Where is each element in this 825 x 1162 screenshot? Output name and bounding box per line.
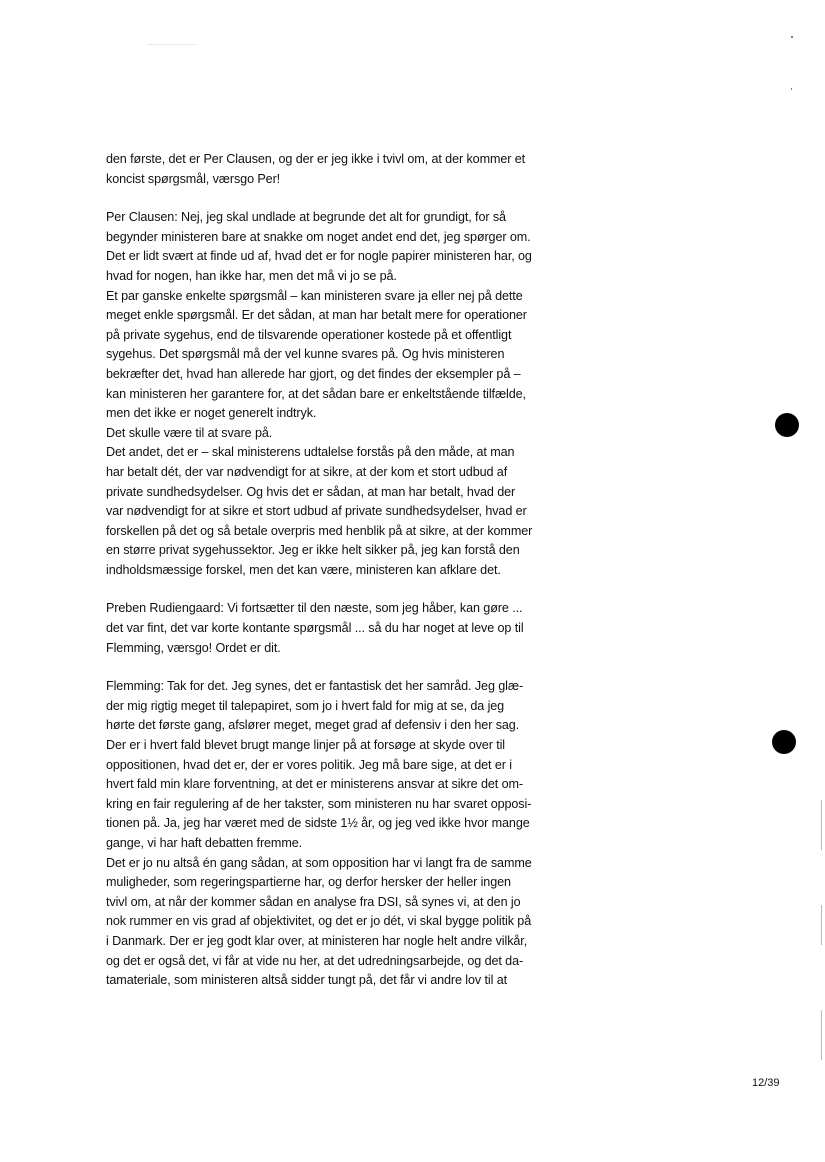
text-line: var nødvendigt for at sikre et stort udbud af private sundhedsydelser, hvad er xyxy=(106,504,527,519)
text-line: Det skulle være til at svare på. xyxy=(106,425,273,440)
scan-speck-top xyxy=(791,36,793,38)
text-line: muligheder, som regeringspartierne har, og derfor hersker der heller ingen xyxy=(106,875,511,890)
scan-edge-mark xyxy=(821,905,822,945)
text-line: meget enkle spørgsmål. Er det sådan, at man har betalt mere for operationer xyxy=(106,308,527,323)
text-line: en større privat sygehussektor. Jeg er ikke helt sikker på, jeg kan forstå den xyxy=(106,543,520,558)
text-line: kring en fair regulering af de her takster, som ministeren nu har svaret opposi- xyxy=(106,796,532,811)
paragraph-gap xyxy=(106,189,596,208)
text-line: kan ministeren her garantere for, at det sådan bare er enkeltstående tilfælde, xyxy=(106,386,526,401)
binder-hole-upper xyxy=(775,413,799,437)
text-line: i Danmark. Der er jeg godt klar over, at ministeren har nogle helt andre vilkår, xyxy=(106,933,528,948)
page-number: 12/39 xyxy=(752,1077,780,1089)
text-line: gange, vi har haft debatten fremme. xyxy=(106,836,303,850)
text-line: Det andet, det er – skal ministerens udtalelse forstås på den måde, at man xyxy=(106,445,515,460)
text-line: indholdsmæssige forskel, men det kan være, ministeren kan afklare det. xyxy=(106,562,501,577)
text-line: begynder ministeren bare at snakke om noget andet end det, jeg spørger om. xyxy=(106,229,531,244)
paragraph-gap xyxy=(106,658,596,677)
text-line: Det er jo nu altså én gang sådan, at som opposition har vi langt fra de samme xyxy=(106,855,532,870)
text-line: Der er i hvert fald blevet brugt mange linjer på at forsøge at skyde over til xyxy=(106,738,505,753)
document-body xyxy=(106,150,596,991)
scan-speck-upper xyxy=(791,88,792,90)
text-line: hvad for nogen, han ikke har, men det må vi jo se på. xyxy=(106,268,397,283)
paragraph-per-clausen xyxy=(106,208,596,580)
paragraph-intro xyxy=(106,150,596,189)
text-line: sygehus. Det spørgsmål må der vel kunne svares på. Og hvis ministeren xyxy=(106,347,505,362)
text-line: og det er også det, vi får at vide nu her, at det udredningsarbejde, og det da- xyxy=(106,953,524,968)
text-line: Flemming: Tak for det. Jeg synes, det er fantastisk det her samråd. Jeg glæ- xyxy=(106,679,524,694)
binder-hole-lower xyxy=(772,730,796,754)
text-line: har betalt dét, der var nødvendigt for at sikre, at der kom et stort udbud af xyxy=(106,464,508,479)
text-line: Et par ganske enkelte spørgsmål – kan ministeren svare ja eller nej på dette xyxy=(106,288,523,303)
text-line: Flemming, værsgo! Ordet er dit. xyxy=(106,640,281,655)
text-line: der mig rigtig meget til talepapiret, som jo i hvert fald for mig at se, da jeg xyxy=(106,698,505,713)
text-line: men det ikke er noget generelt indtryk. xyxy=(106,406,317,421)
paragraph-flemming xyxy=(106,677,596,991)
text-line: tionen på. Ja, jeg har været med de sidste 1½ år, og jeg ved ikke hvor mange xyxy=(106,816,530,831)
scan-edge-mark xyxy=(821,1010,822,1060)
text-line: hørte det første gang, afslører meget, meget grad af defensiv i den her sag. xyxy=(106,718,520,733)
text-line: nok rummer en vis grad af objektivitet, og det er jo dét, vi skal bygge politik på xyxy=(106,914,532,929)
text-line: tamateriale, som ministeren altså sidder tungt på, det får vi andre lov til at xyxy=(106,973,507,988)
paragraph-preben-rudiengaard xyxy=(106,599,596,658)
text-line: forskellen på det og så betale overpris med henblik på at sikre, at der kommer xyxy=(106,523,533,538)
text-line: det var fint, det var korte kontante spørgsmål ... så du har noget at leve op til xyxy=(106,621,524,636)
text-line: tvivl om, at når der kommer sådan en analyse fra DSI, så synes vi, at den jo xyxy=(106,894,521,909)
text-line: Det er lidt svært at finde ud af, hvad det er for nogle papirer ministeren har, og xyxy=(106,249,532,264)
text-line: hvert fald min klare forventning, at det er ministerens ansvar at sikre det om- xyxy=(106,777,523,792)
text-line: på private sygehus, end de tilsvarende operationer kostede på et offentligt xyxy=(106,327,512,342)
scan-edge-mark xyxy=(821,800,822,850)
paragraph-gap xyxy=(106,580,596,599)
text-line: private sundhedsydelser. Og hvis det er sådan, at man har betalt, hvad der xyxy=(106,484,516,499)
text-line: den første, det er Per Clausen, og der er jeg ikke i tvivl om, at der kommer et xyxy=(106,152,526,166)
scan-header-artifact xyxy=(148,44,196,46)
text-line: Preben Rudiengaard: Vi fortsætter til den næste, som jeg håber, kan gøre ... xyxy=(106,601,523,616)
text-line: koncist spørgsmål, værsgo Per! xyxy=(106,171,281,186)
text-line: bekræfter det, hvad han allerede har gjort, og det findes der eksempler på – xyxy=(106,366,521,381)
text-line: Per Clausen: Nej, jeg skal undlade at begrunde det alt for grundigt, for så xyxy=(106,210,506,225)
text-line: oppositionen, hvad det er, der er vores politik. Jeg må bare sige, at det er i xyxy=(106,757,512,772)
